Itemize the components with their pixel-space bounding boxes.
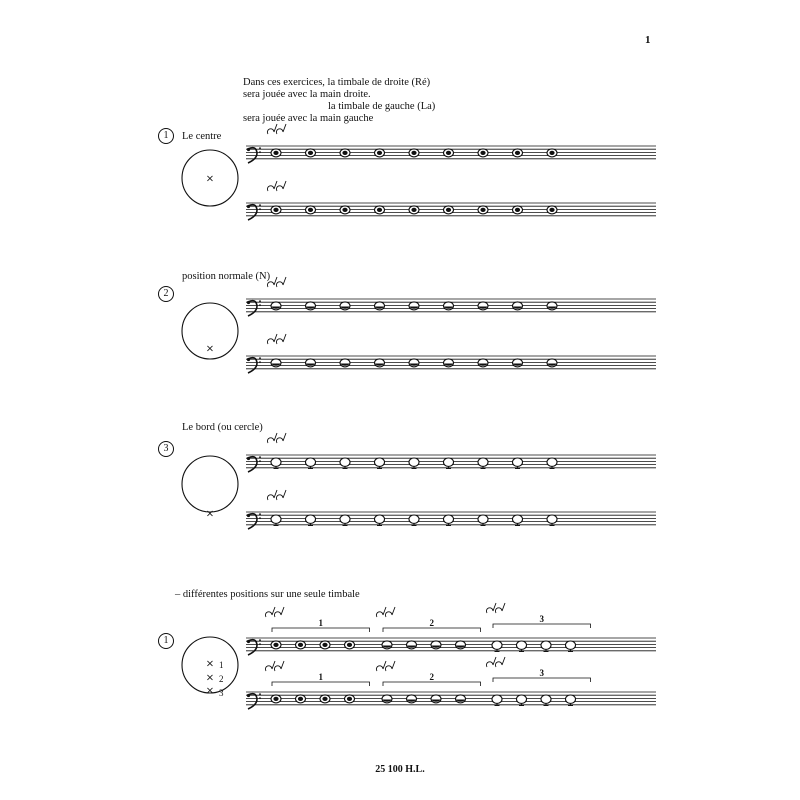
bass-clef-dot	[259, 639, 261, 641]
note-head	[492, 641, 502, 649]
group-label: 2	[429, 618, 434, 628]
strike-point-mark: ×	[205, 658, 215, 670]
note	[271, 359, 281, 367]
note-head	[513, 515, 523, 523]
group-bracket	[493, 624, 591, 628]
bass-clef-dot	[259, 357, 261, 359]
note	[306, 458, 316, 468]
mallets-icon	[267, 334, 286, 344]
note-head	[517, 641, 527, 649]
note-head	[444, 458, 454, 466]
section-1-title: Le centre	[182, 131, 222, 142]
note	[375, 302, 385, 310]
bass-clef-dot	[259, 204, 261, 206]
mallet-right	[276, 124, 286, 134]
bass-clef-dot	[259, 300, 261, 302]
note-head	[409, 515, 419, 523]
mallets-icon	[265, 661, 284, 671]
mallets-icon	[376, 607, 395, 617]
note	[345, 641, 355, 649]
mallets-icon	[267, 433, 286, 443]
note-head	[547, 515, 557, 523]
note	[306, 359, 316, 367]
note	[444, 206, 454, 214]
mallet-right	[276, 334, 286, 344]
note-center-mark	[480, 151, 485, 155]
section-3-number: 3	[158, 441, 174, 457]
mallet-right	[495, 603, 505, 613]
note	[547, 206, 557, 214]
bass-clef-dot	[247, 358, 250, 361]
note	[478, 515, 488, 525]
mallet-right	[385, 661, 395, 671]
subsection-staff-2	[246, 692, 656, 709]
mallets-icon	[267, 181, 286, 191]
note-center-mark	[347, 643, 352, 647]
mallet-right	[274, 607, 284, 617]
bass-clef-dot	[259, 697, 261, 699]
note	[456, 695, 466, 703]
note	[478, 206, 488, 214]
note	[271, 641, 281, 649]
note	[340, 515, 350, 525]
note	[541, 641, 551, 651]
group-bracket	[383, 682, 481, 686]
bass-clef-dot	[247, 205, 250, 208]
note	[271, 302, 281, 310]
bass-clef-dot	[247, 148, 250, 151]
note	[382, 695, 392, 703]
note-center-mark	[446, 151, 451, 155]
note	[407, 641, 417, 649]
note-head	[375, 515, 385, 523]
note	[375, 359, 385, 367]
note	[513, 458, 523, 468]
note	[296, 641, 306, 649]
note	[444, 515, 454, 525]
note	[547, 458, 557, 468]
mallet-right	[276, 277, 286, 287]
group-label: 3	[539, 668, 544, 678]
note	[306, 302, 316, 310]
note-center-mark	[273, 151, 278, 155]
note	[478, 302, 488, 310]
strike-point-mark: ×	[205, 672, 215, 684]
note-center-mark	[298, 643, 303, 647]
note	[409, 206, 419, 214]
bass-clef-dot	[259, 517, 261, 519]
note-center-mark	[549, 208, 554, 212]
note	[320, 641, 330, 649]
note-center-mark	[308, 208, 313, 212]
mallet-right	[276, 490, 286, 500]
note-center-mark	[273, 208, 278, 212]
note-head	[340, 515, 350, 523]
note	[547, 359, 557, 367]
section-3-timpani-diagram	[182, 456, 238, 520]
note-center-mark	[342, 208, 347, 212]
note	[271, 515, 281, 525]
mallets-icon	[265, 607, 284, 617]
note	[444, 302, 454, 310]
note-center-mark	[273, 643, 278, 647]
note-center-mark	[308, 151, 313, 155]
mallet-left	[376, 607, 386, 617]
mallet-left	[265, 607, 275, 617]
section-2-title: position normale (N)	[182, 271, 271, 282]
bass-clef-dot	[259, 208, 261, 210]
note	[541, 695, 551, 705]
note	[566, 641, 576, 651]
mallets-icon	[486, 657, 505, 667]
note-center-mark	[298, 697, 303, 701]
note-head	[547, 458, 557, 466]
note	[409, 515, 419, 525]
group-label: 1	[318, 618, 323, 628]
note-head	[541, 641, 551, 649]
note	[340, 206, 350, 214]
mallet-left	[267, 490, 277, 500]
mallet-left	[265, 661, 275, 671]
bass-clef-dot	[247, 694, 250, 697]
mallets-icon	[376, 661, 395, 671]
note	[517, 641, 527, 651]
section-1-number: 1	[158, 128, 174, 144]
note	[478, 359, 488, 367]
mallet-right	[385, 607, 395, 617]
note	[513, 515, 523, 525]
note	[306, 149, 316, 157]
mallet-left	[486, 657, 496, 667]
note-head	[478, 515, 488, 523]
subsection-timpani-diagram	[182, 637, 238, 698]
note-center-mark	[515, 151, 520, 155]
note	[306, 206, 316, 214]
note	[444, 458, 454, 468]
intro-line-2: sera jouée avec la main droite.	[243, 89, 371, 100]
bass-clef-dot	[247, 457, 250, 460]
bass-clef-dot	[247, 640, 250, 643]
note-center-mark	[322, 643, 327, 647]
strike-point-mark: ×	[205, 173, 215, 185]
mallet-left	[267, 334, 277, 344]
note	[566, 695, 576, 705]
strike-point-mark: ×	[205, 343, 215, 355]
note-center-mark	[273, 697, 278, 701]
section-1-timpani-diagram	[182, 150, 238, 206]
note	[375, 206, 385, 214]
bass-clef-dot	[247, 514, 250, 517]
subsection-number: 1	[158, 633, 174, 649]
section-2-timpani-diagram	[182, 303, 238, 359]
group-label: 2	[429, 672, 434, 682]
note	[271, 206, 281, 214]
note	[517, 695, 527, 705]
mallet-left	[267, 277, 277, 287]
note-head	[375, 458, 385, 466]
strike-point-label: 3	[219, 688, 224, 698]
note	[375, 149, 385, 157]
note-head	[566, 695, 576, 703]
intro-line-3: la timbale de gauche (La)	[328, 101, 436, 112]
note	[340, 149, 350, 157]
bass-clef-dot	[259, 693, 261, 695]
note-head	[306, 515, 316, 523]
bass-clef-dot	[259, 151, 261, 153]
strike-point-mark: ×	[205, 508, 215, 520]
note	[382, 641, 392, 649]
note-center-mark	[480, 208, 485, 212]
note-center-mark	[377, 151, 382, 155]
mallet-right	[276, 181, 286, 191]
note	[320, 695, 330, 703]
note	[547, 515, 557, 525]
note	[345, 695, 355, 703]
note-center-mark	[347, 697, 352, 701]
note	[306, 515, 316, 525]
mallet-right	[274, 661, 284, 671]
note-center-mark	[377, 208, 382, 212]
note	[547, 149, 557, 157]
bass-clef-dot	[247, 301, 250, 304]
note	[296, 695, 306, 703]
intro-line-4: sera jouée avec la main gauche	[243, 113, 374, 124]
note-head	[541, 695, 551, 703]
note-center-mark	[446, 208, 451, 212]
note	[409, 302, 419, 310]
note-head	[513, 458, 523, 466]
note-head	[271, 515, 281, 523]
note-head	[444, 515, 454, 523]
mallet-left	[267, 433, 277, 443]
note	[431, 641, 441, 649]
note	[409, 458, 419, 468]
group-bracket	[493, 678, 591, 682]
note	[513, 149, 523, 157]
note-head	[409, 458, 419, 466]
bass-clef-dot	[259, 304, 261, 306]
note-center-mark	[549, 151, 554, 155]
mallets-icon	[267, 490, 286, 500]
strike-point-label: 1	[219, 660, 224, 670]
note-head	[566, 641, 576, 649]
subsection-title: – différentes positions sur une seule timbale	[175, 589, 360, 600]
bass-clef-dot	[259, 513, 261, 515]
strike-point-mark: ×	[205, 685, 215, 697]
bass-clef-dot	[259, 147, 261, 149]
note	[409, 359, 419, 367]
note	[478, 149, 488, 157]
strike-point-label: 2	[219, 674, 224, 684]
intro-line-1: Dans ces exercices, la timbale de droite (Ré)	[243, 77, 431, 88]
page-number: 1	[645, 34, 651, 46]
mallets-icon	[267, 277, 286, 287]
note	[271, 695, 281, 703]
note	[444, 149, 454, 157]
note-head	[478, 458, 488, 466]
group-bracket	[383, 628, 481, 632]
group-bracket	[272, 682, 370, 686]
note	[547, 302, 557, 310]
note	[456, 641, 466, 649]
note-head	[271, 458, 281, 466]
note	[513, 302, 523, 310]
note	[407, 695, 417, 703]
note	[492, 641, 502, 651]
timpani-circle	[182, 456, 238, 512]
mallet-left	[376, 661, 386, 671]
note	[513, 359, 523, 367]
mallet-left	[267, 124, 277, 134]
note	[409, 149, 419, 157]
mallets-icon	[486, 603, 505, 613]
mallet-left	[486, 603, 496, 613]
bass-clef-dot	[259, 643, 261, 645]
bass-clef-dot	[259, 456, 261, 458]
group-label: 3	[539, 614, 544, 624]
note	[340, 458, 350, 468]
note-center-mark	[411, 151, 416, 155]
note	[444, 359, 454, 367]
note-head	[340, 458, 350, 466]
bass-clef-dot	[259, 460, 261, 462]
note-center-mark	[515, 208, 520, 212]
note-center-mark	[322, 697, 327, 701]
note-head	[517, 695, 527, 703]
note	[340, 302, 350, 310]
note	[478, 458, 488, 468]
mallet-right	[495, 657, 505, 667]
note	[513, 206, 523, 214]
note	[271, 458, 281, 468]
section-3-title: Le bord (ou cercle)	[182, 422, 263, 433]
mallet-left	[267, 181, 277, 191]
publisher-code: 25 100 H.L.	[375, 764, 425, 775]
section-2-number: 2	[158, 286, 174, 302]
mallets-icon	[267, 124, 286, 134]
note	[375, 515, 385, 525]
note	[340, 359, 350, 367]
note	[492, 695, 502, 705]
note	[271, 149, 281, 157]
note-head	[492, 695, 502, 703]
mallet-right	[276, 433, 286, 443]
note	[431, 695, 441, 703]
note-center-mark	[411, 208, 416, 212]
note-head	[306, 458, 316, 466]
group-label: 1	[318, 672, 323, 682]
bass-clef-dot	[259, 361, 261, 363]
note-center-mark	[342, 151, 347, 155]
note	[375, 458, 385, 468]
subsection-staff-1	[246, 638, 656, 655]
group-bracket	[272, 628, 370, 632]
